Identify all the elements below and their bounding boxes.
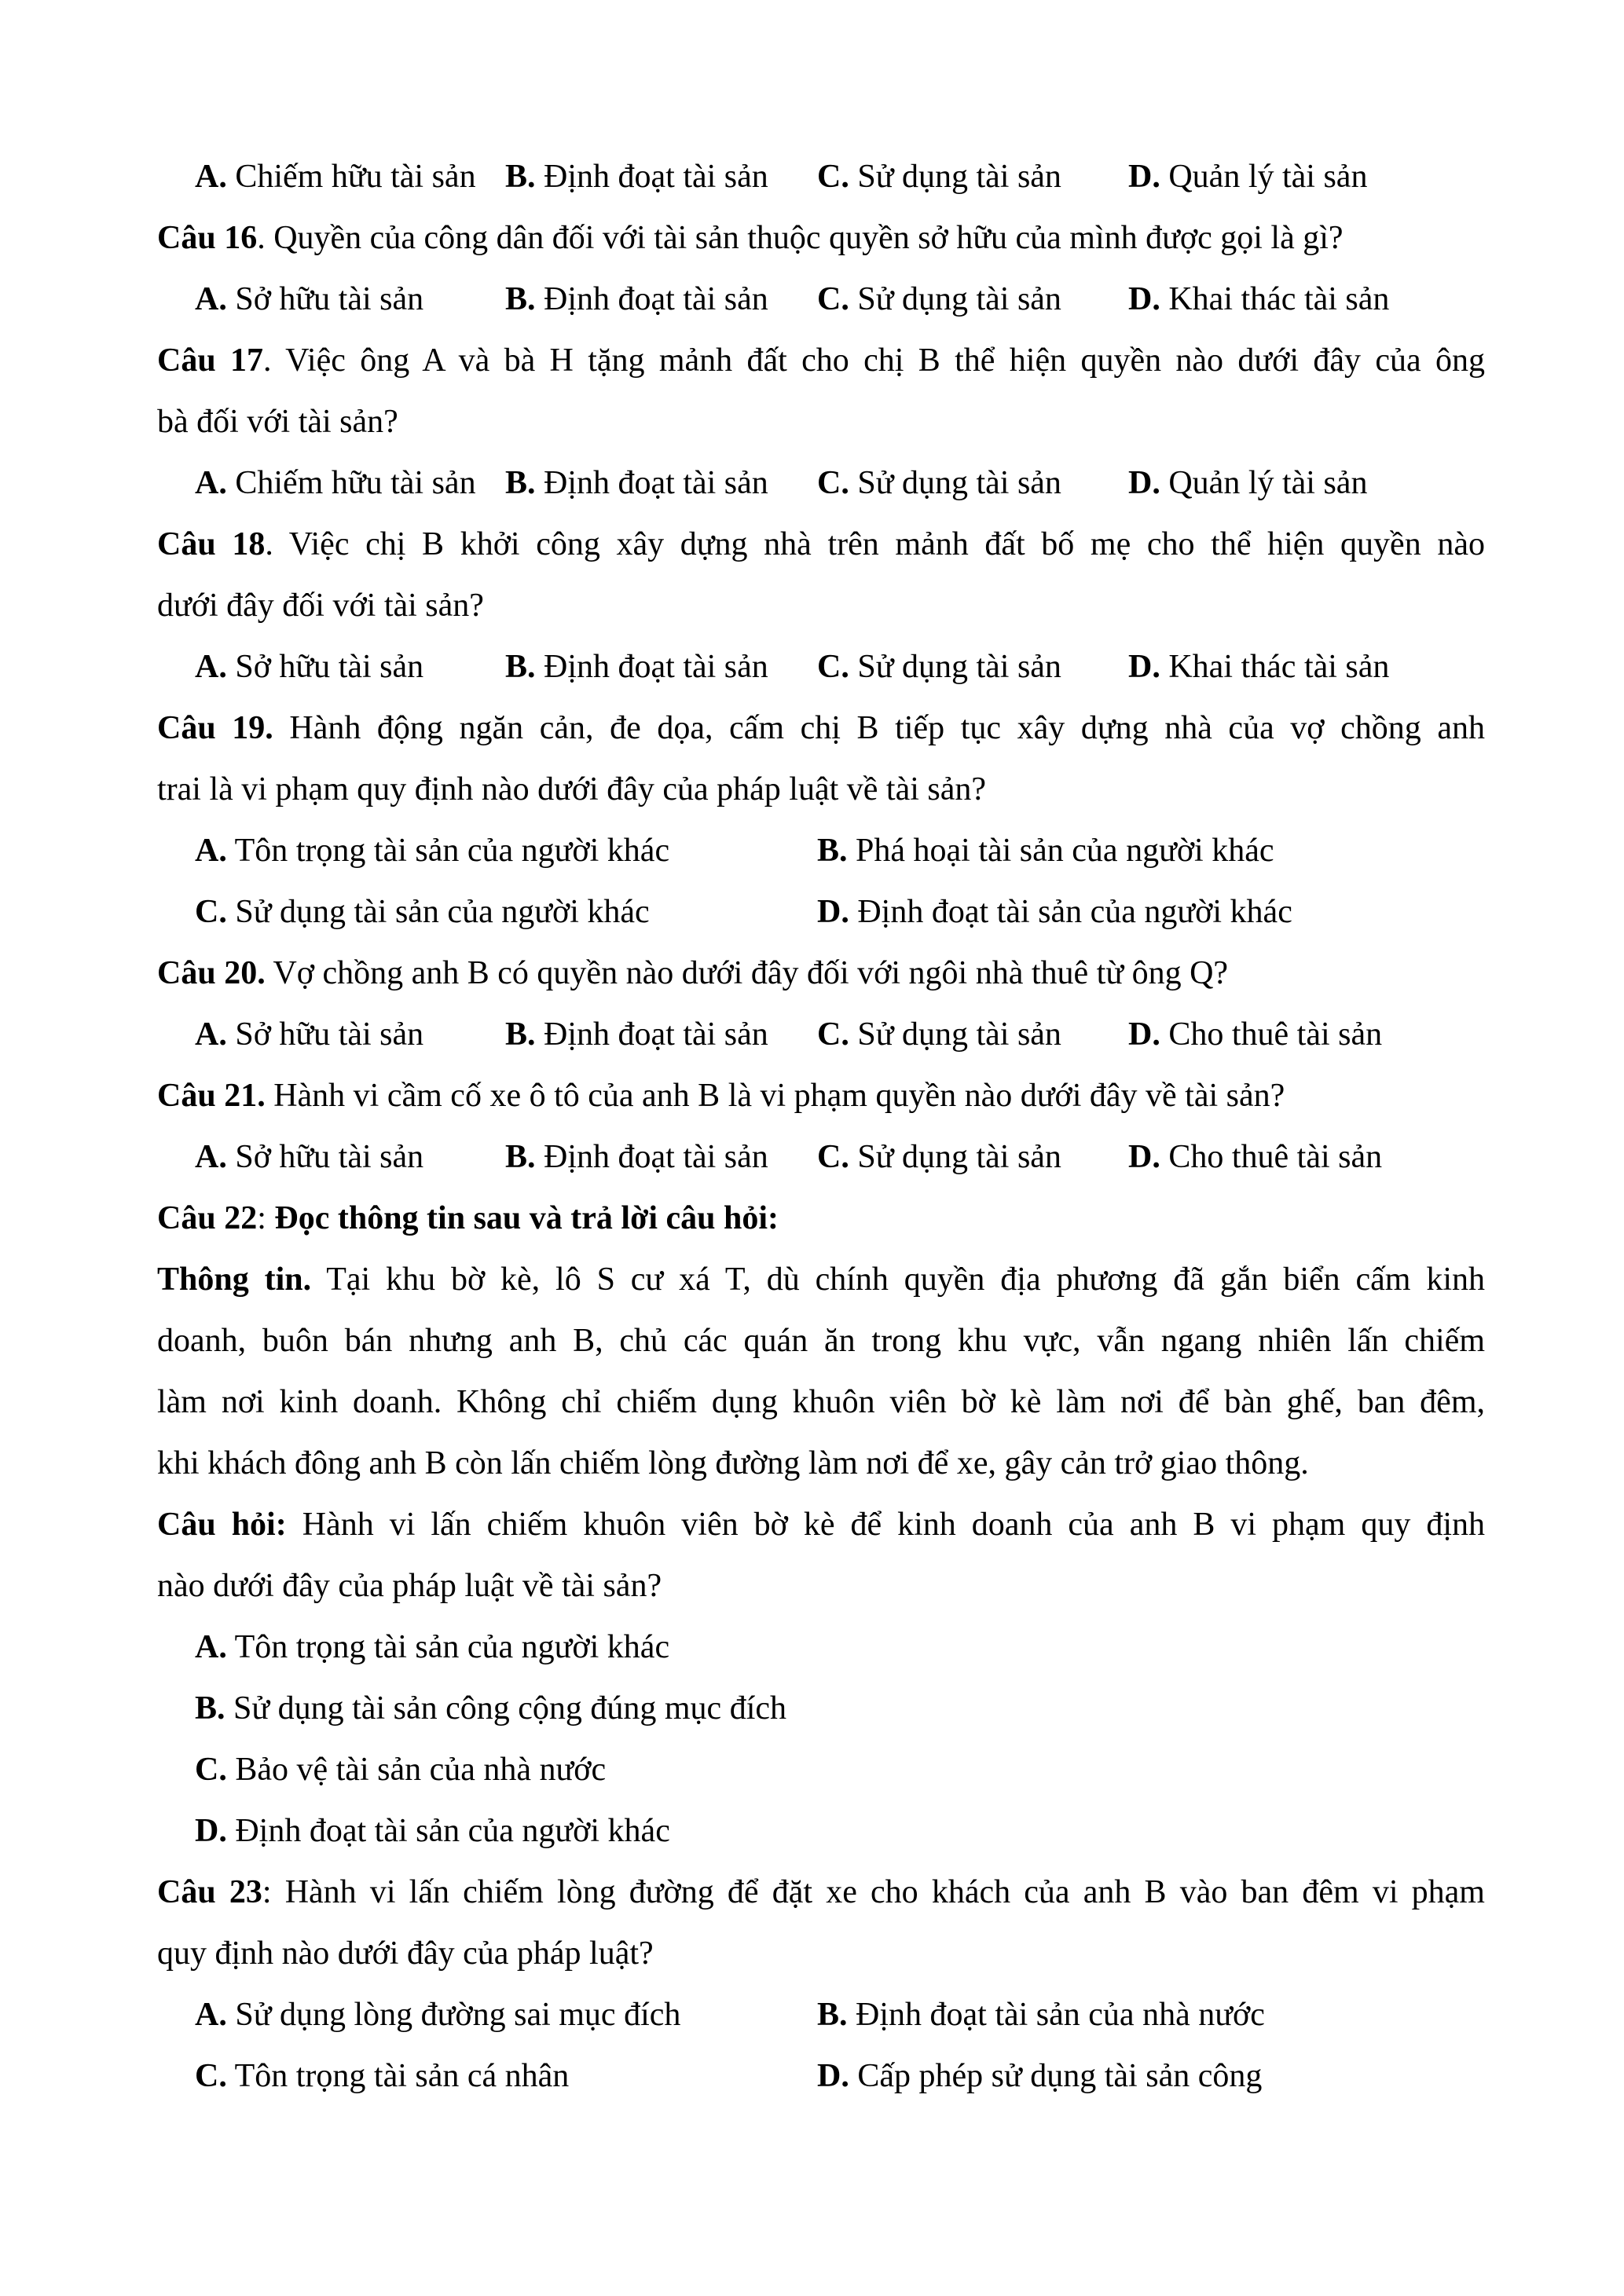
q21-option-c: C. Sử dụng tài sản: [817, 1139, 1061, 1175]
q22-question-line1: Câu hỏi: Hành vi lấn chiếm khuôn viên bờ kè để kinh doanh của anh B vi phạm quy định: [157, 1507, 1486, 1543]
q22-option-c: C. Bảo vệ tài sản của nhà nước: [195, 1752, 607, 1788]
q23-stem-line2: quy định nào dưới đây của pháp luật?: [157, 1935, 654, 1972]
q22-option-d: D. Định đoạt tài sản của người khác: [195, 1813, 670, 1849]
q17-option-b: B. Định đoạt tài sản: [505, 465, 768, 501]
q18-option-b: B. Định đoạt tài sản: [505, 649, 768, 685]
q23-stem-line1: Câu 23: Hành vi lấn chiếm lòng đường để đặt xe cho khách của anh B vào ban đêm vi phạm: [157, 1874, 1485, 1910]
q16-option-c: C. Sử dụng tài sản: [817, 281, 1061, 317]
q20-option-a: A. Sở hữu tài sản: [195, 1016, 424, 1053]
q20-option-b: B. Định đoạt tài sản: [505, 1016, 768, 1053]
q19-stem-line2: trai là vi phạm quy định nào dưới đây của pháp luật về tài sản?: [157, 771, 987, 807]
q21-option-a: A. Sở hữu tài sản: [195, 1139, 424, 1175]
q15-option-c: C. Sử dụng tài sản: [817, 159, 1061, 195]
q23-option-d: D. Cấp phép sử dụng tài sản công: [817, 2058, 1263, 2094]
q16-option-b: B. Định đoạt tài sản: [505, 281, 768, 317]
q20-option-c: C. Sử dụng tài sản: [817, 1016, 1061, 1053]
q18-option-a: A. Sở hữu tài sản: [195, 649, 424, 685]
q22-info-line2: doanh, buôn bán nhưng anh B, chủ các quán ăn trong khu vực, vẫn ngang nhiên lấn chiếm: [157, 1323, 1485, 1359]
q18-stem-line1: Câu 18. Việc chị B khởi công xây dựng nhà trên mảnh đất bố mẹ cho thể hiện quyền nào: [157, 526, 1485, 562]
q22-option-a: A. Tôn trọng tài sản của người khác: [195, 1629, 670, 1665]
q23-option-b: B. Định đoạt tài sản của nhà nước: [817, 1997, 1265, 2033]
q17-stem-line1: Câu 17. Việc ông A và bà H tặng mảnh đất cho chị B thể hiện quyền nào dưới đây của ông: [157, 342, 1485, 379]
q15-option-b: B. Định đoạt tài sản: [505, 159, 768, 195]
q19-stem-line1: Câu 19. Hành động ngăn cản, đe dọa, cấm chị B tiếp tục xây dựng nhà của vợ chồng anh: [157, 710, 1485, 746]
q19-option-b: B. Phá hoại tài sản của người khác: [817, 833, 1274, 869]
q22-question-line2: nào dưới đây của pháp luật về tài sản?: [157, 1568, 662, 1604]
q16-stem: Câu 16. Quyền của công dân đối với tài sản thuộc quyền sở hữu của mình được gọi là gì?: [157, 220, 1344, 256]
q18-stem-line2: dưới đây đối với tài sản?: [157, 588, 484, 624]
q19-option-c: C. Sử dụng tài sản của người khác: [195, 894, 650, 930]
q17-stem-line2: bà đối với tài sản?: [157, 404, 398, 440]
q21-option-d: D. Cho thuê tài sản: [1128, 1139, 1383, 1175]
q19-option-d: D. Định đoạt tài sản của người khác: [817, 894, 1292, 930]
q16-option-d: D. Khai thác tài sản: [1128, 281, 1390, 317]
q16-option-a: A. Sở hữu tài sản: [195, 281, 424, 317]
q20-stem: Câu 20. Vợ chồng anh B có quyền nào dưới đây đối với ngôi nhà thuê từ ông Q?: [157, 955, 1229, 991]
q22-option-b: B. Sử dụng tài sản công cộng đúng mục đích: [195, 1690, 787, 1727]
q18-option-c: C. Sử dụng tài sản: [817, 649, 1061, 685]
q17-option-a: A. Chiếm hữu tài sản: [195, 465, 476, 501]
q23-option-a: A. Sử dụng lòng đường sai mục đích: [195, 1997, 681, 2033]
q18-option-d: D. Khai thác tài sản: [1128, 649, 1390, 685]
q17-option-d: D. Quản lý tài sản: [1128, 465, 1368, 501]
q15-option-a: A. Chiếm hữu tài sản: [195, 159, 476, 195]
q22-heading: Câu 22: Đọc thông tin sau và trả lời câu hỏi:: [157, 1200, 779, 1236]
q21-option-b: B. Định đoạt tài sản: [505, 1139, 768, 1175]
q22-info-line4: khi khách đông anh B còn lấn chiếm lòng đường làm nơi để xe, gây cản trở giao thông.: [157, 1445, 1309, 1481]
q22-info-line3: làm nơi kinh doanh. Không chỉ chiếm dụng khuôn viên bờ kè làm nơi để bàn ghế, ban đêm,: [157, 1384, 1485, 1420]
q21-stem: Câu 21. Hành vi cầm cố xe ô tô của anh B là vi phạm quyền nào dưới đây về tài sản?: [157, 1078, 1285, 1114]
q23-option-c: C. Tôn trọng tài sản cá nhân: [195, 2058, 570, 2094]
q22-info-line1: Thông tin. Tại khu bờ kè, lô S cư xá T, dù chính quyền địa phương đã gắn biển cấm kinh: [157, 1262, 1485, 1298]
q19-option-a: A. Tôn trọng tài sản của người khác: [195, 833, 670, 869]
q15-option-d: D. Quản lý tài sản: [1128, 159, 1368, 195]
q17-option-c: C. Sử dụng tài sản: [817, 465, 1061, 501]
q20-option-d: D. Cho thuê tài sản: [1128, 1016, 1383, 1053]
